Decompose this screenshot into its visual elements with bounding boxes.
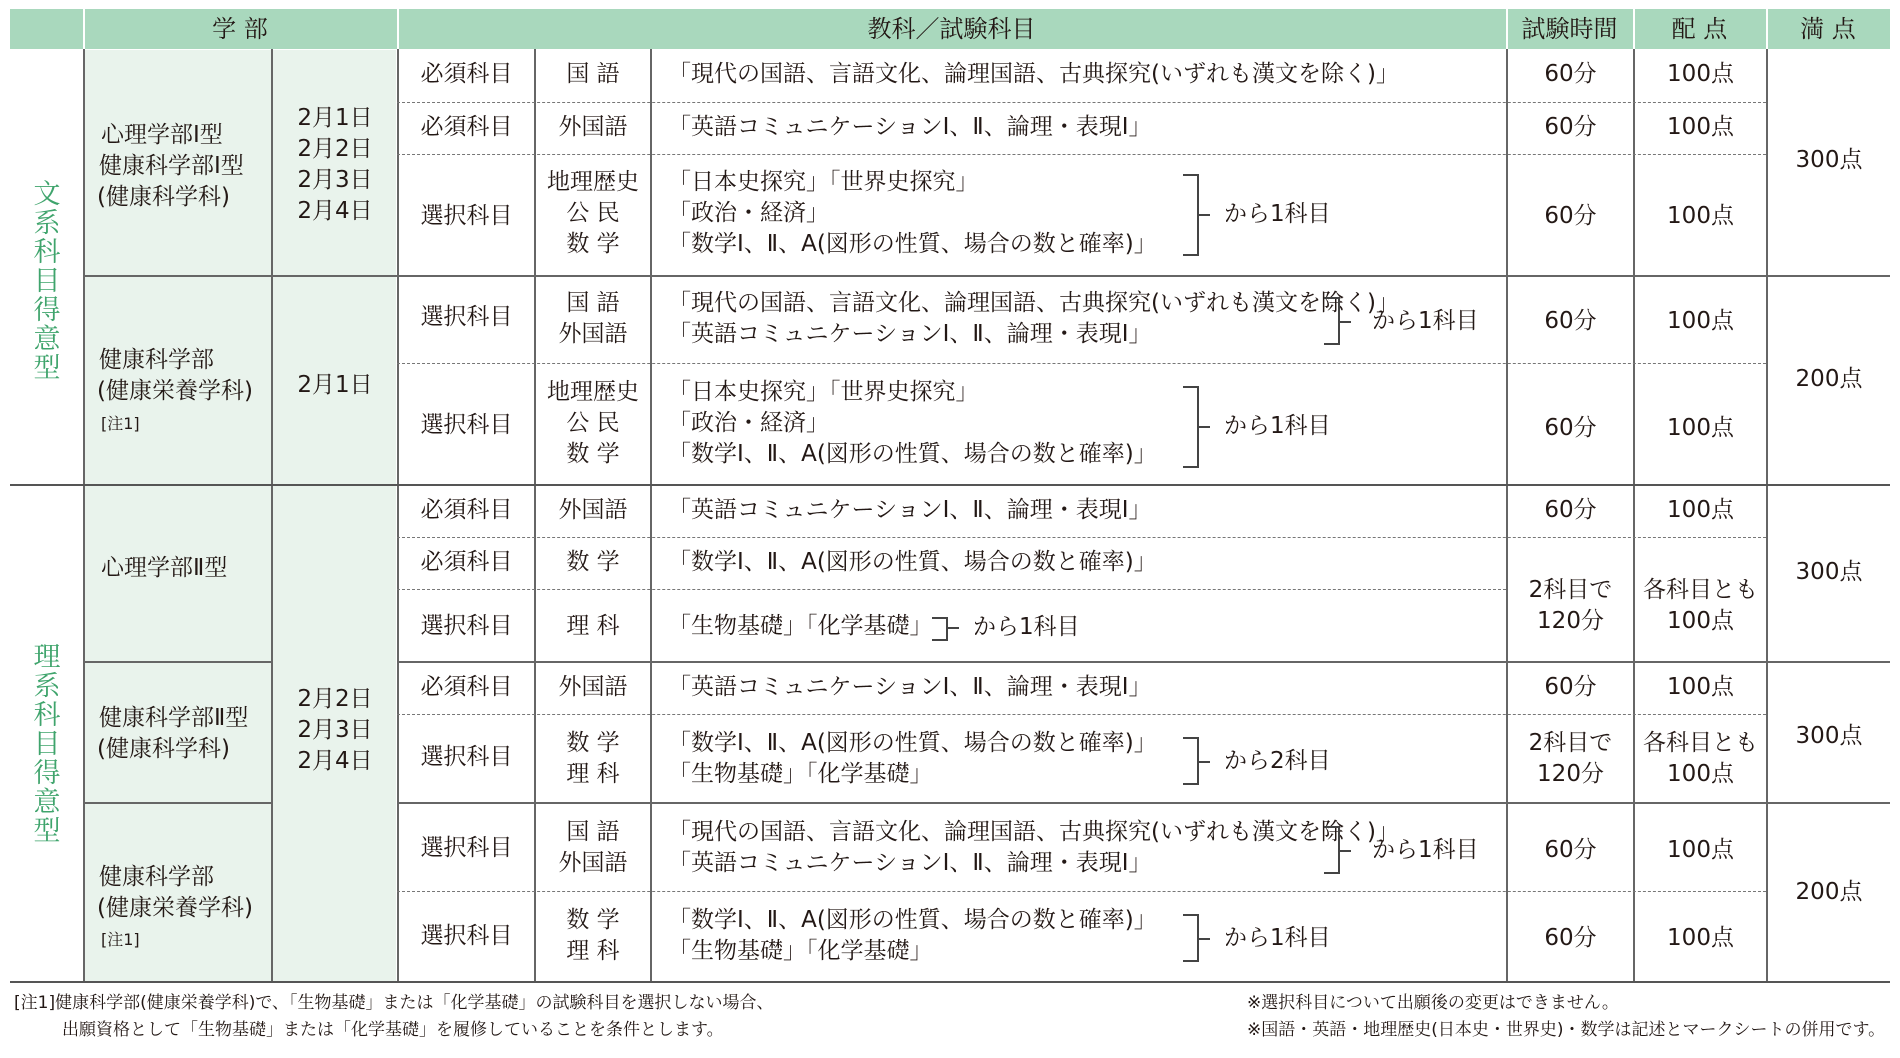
cell-text: 「生物基礎」「化学基礎」 <box>668 613 933 639</box>
cell-text: から1科目 <box>1372 837 1479 863</box>
cell-text: 目 <box>33 729 61 760</box>
table-rule <box>83 661 271 663</box>
cell-text: 「英語コミュニケーションⅠ、Ⅱ、論理・表現Ⅰ」 <box>668 114 1152 140</box>
cell-text: 外国語 <box>558 321 628 347</box>
cell-text: 「政治・経済」 <box>668 410 829 436</box>
cell-text: (健康科学科) <box>97 736 230 762</box>
cell-text: 2科目で <box>1528 730 1613 756</box>
table-rule <box>397 154 1766 155</box>
cell-text: から2科目 <box>1224 748 1331 774</box>
cell-text: 「現代の国語、言語文化、論理国語、古典探究(いずれも漢文を除く)」 <box>668 61 1399 87</box>
cell-text: 必須科目 <box>420 61 513 87</box>
cell-text: 100点 <box>1667 761 1734 787</box>
cell-text: から1科目 <box>1372 308 1479 334</box>
cell-text: 数 学 <box>566 549 620 575</box>
footnote-1-line2: 出願資格として「生物基礎」または「化学基礎」を履修していることを条件とします。 <box>62 1020 724 1040</box>
cell-text: [注1] <box>101 930 140 949</box>
cell-text: 選択科目 <box>420 744 513 770</box>
block3-merged-points-2: 100点 <box>1667 608 1734 634</box>
cell-text: 「生物基礎」「化学基礎」 <box>668 938 933 964</box>
cell-text: 2月3日 <box>297 167 373 193</box>
cell-text: (健康栄養学科) <box>97 378 253 404</box>
cell-text: 外国語 <box>558 850 628 876</box>
cell-text: 「英語コミュニケーションⅠ、Ⅱ、論理・表現Ⅰ」 <box>668 497 1152 523</box>
cell-text: 必須科目 <box>420 114 513 140</box>
bracket <box>1183 737 1199 785</box>
cell-text: 得 <box>33 295 61 326</box>
cell-text: 理 科 <box>566 613 620 639</box>
cell-text: 外国語 <box>558 674 628 700</box>
cell-text: 60分 <box>1544 837 1597 863</box>
cell-text: 型 <box>33 816 61 847</box>
cell-text: 選択科目 <box>420 835 513 861</box>
cell-text: 「英語コミュニケーションⅠ、Ⅱ、論理・表現Ⅰ」 <box>668 674 1152 700</box>
cell-text: (健康栄養学科) <box>97 895 253 921</box>
cell-text: 100点 <box>1667 114 1734 140</box>
cell-text: 「生物基礎」「化学基礎」 <box>668 761 933 787</box>
cell-text: 型 <box>33 353 61 384</box>
block2-full: 200点 <box>1795 366 1863 392</box>
bracket-tick <box>1339 321 1351 323</box>
cell-text: 2月4日 <box>297 748 373 774</box>
table-rule <box>397 802 1890 804</box>
cell-text: 心理学部Ⅰ型 <box>101 122 223 148</box>
cell-text: 科 <box>33 237 61 268</box>
cell-text: [注1] <box>101 414 140 433</box>
cell-text: 系 <box>33 208 61 239</box>
cell-text: 得 <box>33 758 61 789</box>
bracket <box>1324 826 1340 874</box>
block5-full: 200点 <box>1795 879 1863 905</box>
cell-text: 「数学Ⅰ、Ⅱ、A(図形の性質、場合の数と確率)」 <box>668 441 1157 467</box>
cell-text: 国 語 <box>566 290 620 316</box>
cell-text: 100点 <box>1667 497 1734 523</box>
cell-text: 「日本史探究」「世界史探究」 <box>668 169 979 195</box>
table-rule <box>10 981 1890 983</box>
cell-text: 60分 <box>1544 674 1597 700</box>
bracket-tick <box>1339 850 1351 852</box>
cell-text: 2月2日 <box>297 686 373 712</box>
cell-text: から1科目 <box>1224 925 1331 951</box>
footnote-right-line2: ※国語・英語・地理歴史(日本史・世界史)・数学は記述とマークシートの併用です。 <box>1247 1020 1886 1040</box>
cell-text: 文 <box>33 179 61 210</box>
block3-merged-time-2: 120分 <box>1537 608 1604 634</box>
cell-text: から1科目 <box>1224 413 1331 439</box>
cell-text: 「英語コミュニケーションⅠ、Ⅱ、論理・表現Ⅰ」 <box>668 321 1152 347</box>
bracket-tick <box>947 627 959 629</box>
cell-text: 120分 <box>1537 761 1604 787</box>
cell-text: 100点 <box>1667 837 1734 863</box>
cell-text: 100点 <box>1667 308 1734 334</box>
header-time: 試験時間 <box>1521 15 1618 43</box>
cell-text: 地理歴史 <box>547 169 639 195</box>
block3-merged-time-1: 2科目で <box>1528 577 1613 603</box>
bracket-tick <box>1198 426 1210 428</box>
block2-date: 2月1日 <box>297 372 373 398</box>
footnote-right-line1: ※選択科目について出願後の変更はできません。 <box>1247 993 1619 1013</box>
table-rule <box>10 484 1890 486</box>
bracket-tick <box>1198 214 1210 216</box>
cell-text: 60分 <box>1544 497 1597 523</box>
table-rule <box>397 102 1766 103</box>
bunkei-label <box>32 180 62 383</box>
cell-text: 目 <box>33 266 61 297</box>
block3-faculty: 心理学部Ⅱ型 <box>101 555 228 581</box>
table-rule <box>397 537 1766 538</box>
cell-text: 数 学 <box>566 907 620 933</box>
cell-text: 系 <box>33 671 61 702</box>
cell-text: 健康科学部 <box>99 864 214 890</box>
block3-full: 300点 <box>1795 559 1863 585</box>
cell-text: 60分 <box>1544 925 1597 951</box>
cell-text: 健康科学部 <box>99 347 214 373</box>
cell-text: 国 語 <box>566 819 620 845</box>
cell-text: 「英語コミュニケーションⅠ、Ⅱ、論理・表現Ⅰ」 <box>668 850 1152 876</box>
footnote-1-line1: [注1]健康科学部(健康栄養学科)で、「生物基礎」または「化学基礎」の試験科目を選択しない場合、 <box>14 993 774 1013</box>
cell-text: 100点 <box>1667 203 1734 229</box>
cell-text: 外国語 <box>558 497 628 523</box>
cell-text: 科 <box>33 700 61 731</box>
cell-text: 公 民 <box>566 200 620 226</box>
cell-text: 「政治・経済」 <box>668 200 829 226</box>
table-rule <box>397 363 1766 364</box>
cell-text: 必須科目 <box>420 674 513 700</box>
cell-text: から1科目 <box>1224 201 1331 227</box>
bracket <box>1183 914 1199 962</box>
cell-text: 「数学Ⅰ、Ⅱ、A(図形の性質、場合の数と確率)」 <box>668 549 1157 575</box>
bracket-tick <box>1198 938 1210 940</box>
cell-text: 2月3日 <box>297 717 373 743</box>
block3-merged-points-1: 各科目とも <box>1643 577 1758 603</box>
cell-text: 2月4日 <box>297 198 373 224</box>
cell-text: 数 学 <box>566 441 620 467</box>
cell-text: 100点 <box>1667 415 1734 441</box>
cell-text: 理 <box>33 642 61 673</box>
cell-text: 60分 <box>1544 203 1597 229</box>
cell-text: 必須科目 <box>420 549 513 575</box>
cell-text: 「数学Ⅰ、Ⅱ、A(図形の性質、場合の数と確率)」 <box>668 730 1157 756</box>
cell-text: 60分 <box>1544 61 1597 87</box>
block4-full: 300点 <box>1795 723 1863 749</box>
bracket <box>1183 386 1199 468</box>
cell-text: 理 科 <box>566 938 620 964</box>
table-rule <box>397 589 1506 590</box>
bracket-tick <box>1198 761 1210 763</box>
cell-text: 「日本史探究」「世界史探究」 <box>668 379 979 405</box>
cell-text: 「数学Ⅰ、Ⅱ、A(図形の性質、場合の数と確率)」 <box>668 231 1157 257</box>
cell-text: 選択科目 <box>420 412 513 438</box>
header-faculty: 学 部 <box>212 15 268 43</box>
table-rule <box>397 714 1766 715</box>
cell-text: (健康科学科) <box>97 184 230 210</box>
cell-text: 公 民 <box>566 410 620 436</box>
table-rule <box>83 275 1890 277</box>
cell-text: 外国語 <box>558 114 628 140</box>
table-rule <box>1766 49 1768 982</box>
cell-text: 60分 <box>1544 308 1597 334</box>
header-full: 満 点 <box>1800 15 1856 43</box>
cell-text: 理 科 <box>566 761 620 787</box>
block1-full: 300点 <box>1795 147 1863 173</box>
cell-text: 地理歴史 <box>547 379 639 405</box>
table-rule <box>397 661 1890 663</box>
header-points: 配 点 <box>1671 15 1728 43</box>
table-rule <box>650 49 652 982</box>
cell-text: 各科目とも <box>1643 730 1758 756</box>
table-rule <box>83 49 85 982</box>
header-subject: 教科／試験科目 <box>867 15 1036 43</box>
cell-text: 健康科学部Ⅱ型 <box>99 705 249 731</box>
table-rule <box>83 802 271 804</box>
cell-text: 選択科目 <box>420 304 513 330</box>
cell-text: 健康科学部Ⅰ型 <box>99 153 244 179</box>
bracket <box>1183 174 1199 256</box>
cell-text: 60分 <box>1544 415 1597 441</box>
cell-text: 選択科目 <box>420 923 513 949</box>
cell-text: から1科目 <box>973 614 1080 640</box>
table-rule <box>397 891 1766 892</box>
cell-text: 2月1日 <box>297 105 373 131</box>
cell-text: 数 学 <box>566 231 620 257</box>
cell-text: 「現代の国語、言語文化、論理国語、古典探究(いずれも漢文を除く)」 <box>668 290 1399 316</box>
cell-text: 国 語 <box>566 61 620 87</box>
cell-text: 60分 <box>1544 114 1597 140</box>
bracket <box>932 617 948 641</box>
cell-text: 2月2日 <box>297 136 373 162</box>
cell-text: 必須科目 <box>420 497 513 523</box>
rikei-label <box>32 643 62 846</box>
cell-text: 100点 <box>1667 61 1734 87</box>
cell-text: 100点 <box>1667 925 1734 951</box>
cell-text: 100点 <box>1667 674 1734 700</box>
cell-text: 数 学 <box>566 730 620 756</box>
cell-text: 選択科目 <box>420 613 513 639</box>
bracket <box>1324 297 1340 345</box>
cell-text: 選択科目 <box>420 203 513 229</box>
cell-text: 「数学Ⅰ、Ⅱ、A(図形の性質、場合の数と確率)」 <box>668 907 1157 933</box>
cell-text: 「現代の国語、言語文化、論理国語、古典探究(いずれも漢文を除く)」 <box>668 819 1399 845</box>
cell-text: 意 <box>33 787 61 818</box>
cell-text: 意 <box>33 324 61 355</box>
